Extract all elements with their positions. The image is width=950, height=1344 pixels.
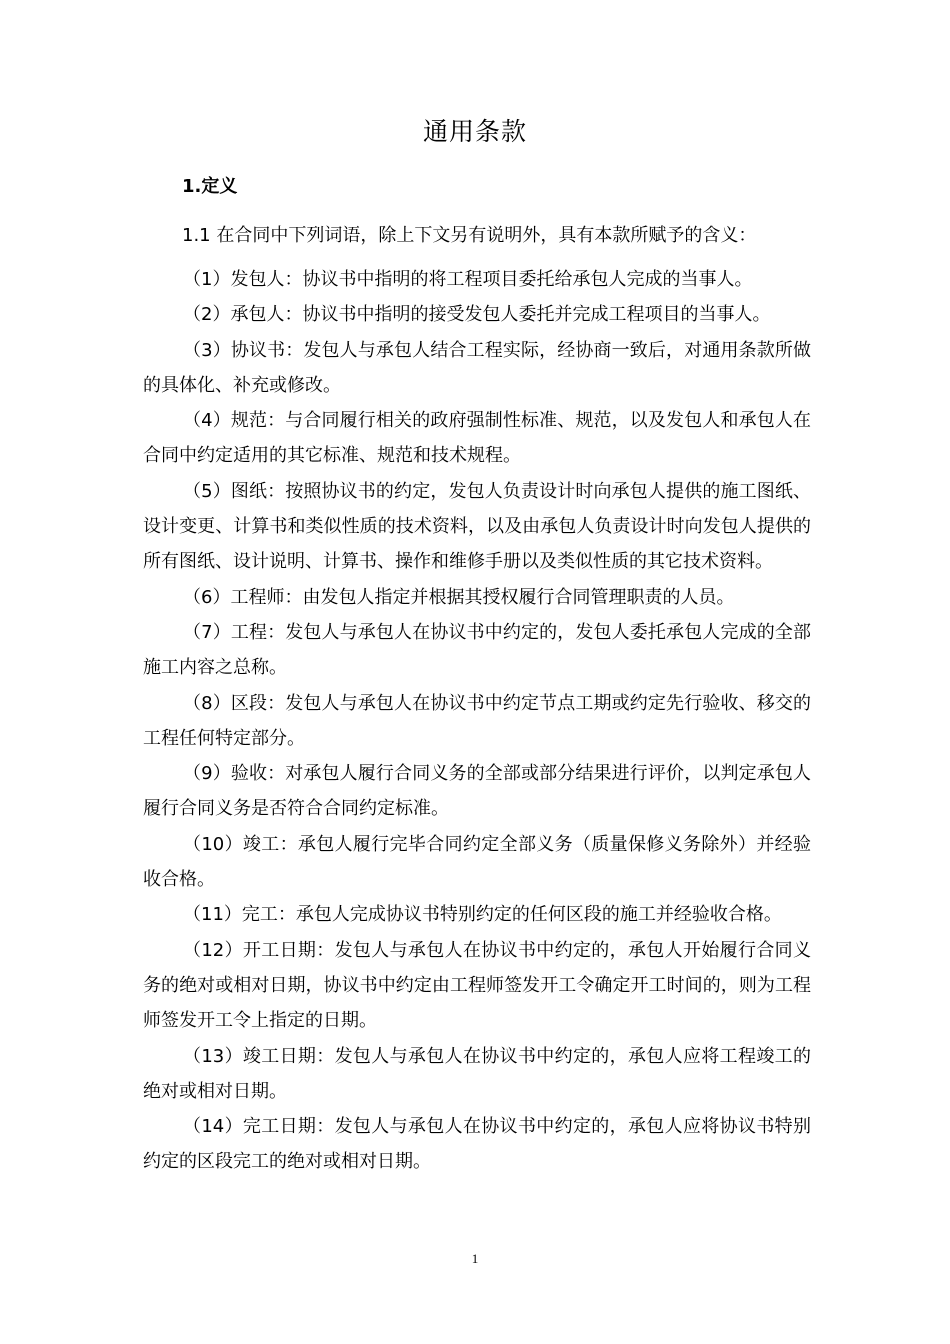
- definition-item: （14）完工日期：发包人与承包人在协议书中约定的，承包人应将协议书特别约定的区段完工的绝对或相对日期。: [143, 1116, 811, 1173]
- page-number: 1: [471, 1251, 479, 1266]
- definition-item: （5）图纸：按照协议书的约定，发包人负责设计时向承包人提供的施工图纸、设计变更、计算书和类似性质的技术资料，以及由承包人负责设计时向发包人提供的所有图纸、设计说明、计算书、操作和维修手册以及类似性质的其它技术资料。: [143, 480, 811, 573]
- definition-item: （11）完工：承包人完成协议书特别约定的任何区段的施工并经验收合格。: [183, 904, 782, 926]
- section-heading: 1.定义: [182, 176, 238, 197]
- definition-item: （10）竣工：承包人履行完毕合同约定全部义务（质量保修义务除外）并经验收合格。: [143, 833, 811, 891]
- definition-item: （13）竣工日期：发包人与承包人在协议书中约定的，承包人应将工程竣工的绝对或相对日期。: [143, 1045, 811, 1102]
- definition-item: （4）规范：与合同履行相关的政府强制性标准、规范，以及发包人和承包人在合同中约定适用的其它标准、规范和技术规程。: [143, 410, 811, 467]
- document-title: 通用条款: [422, 117, 527, 146]
- definition-item: （9）验收：对承包人履行合同义务的全部或部分结果进行评价，以判定承包人履行合同义务是否符合合同约定标准。: [143, 763, 811, 820]
- definition-item: （3）协议书：发包人与承包人结合工程实际，经协商一致后，对通用条款所做的具体化、补充或修改。: [143, 339, 811, 396]
- definition-item: （8）区段：发包人与承包人在协议书中约定节点工期或约定先行验收、移交的工程任何特定部分。: [143, 692, 811, 749]
- definition-item: （2）承包人：协议书中指明的接受发包人委托并完成工程项目的当事人。: [183, 304, 771, 326]
- definition-item: （12）开工日期：发包人与承包人在协议书中约定的，承包人开始履行合同义务的绝对或相对日期，协议书中约定由工程师签发开工令确定开工时间的，则为工程师签发开工令上指定的日期。: [143, 939, 811, 1032]
- definitions-list: [143, 262, 811, 1180]
- definition-item: （6）工程师：由发包人指定并根据其授权履行合同管理职责的人员。: [183, 586, 735, 608]
- definition-item: （1）发包人：协议书中指明的将工程项目委托给承包人完成的当事人。: [183, 269, 753, 290]
- intro-paragraph: 1.1 在合同中下列词语，除上下文另有说明外，具有本款所赋予的含义：: [182, 225, 757, 246]
- definition-item: （7）工程：发包人与承包人在协议书中约定的，发包人委托承包人完成的全部施工内容之总称。: [143, 621, 811, 679]
